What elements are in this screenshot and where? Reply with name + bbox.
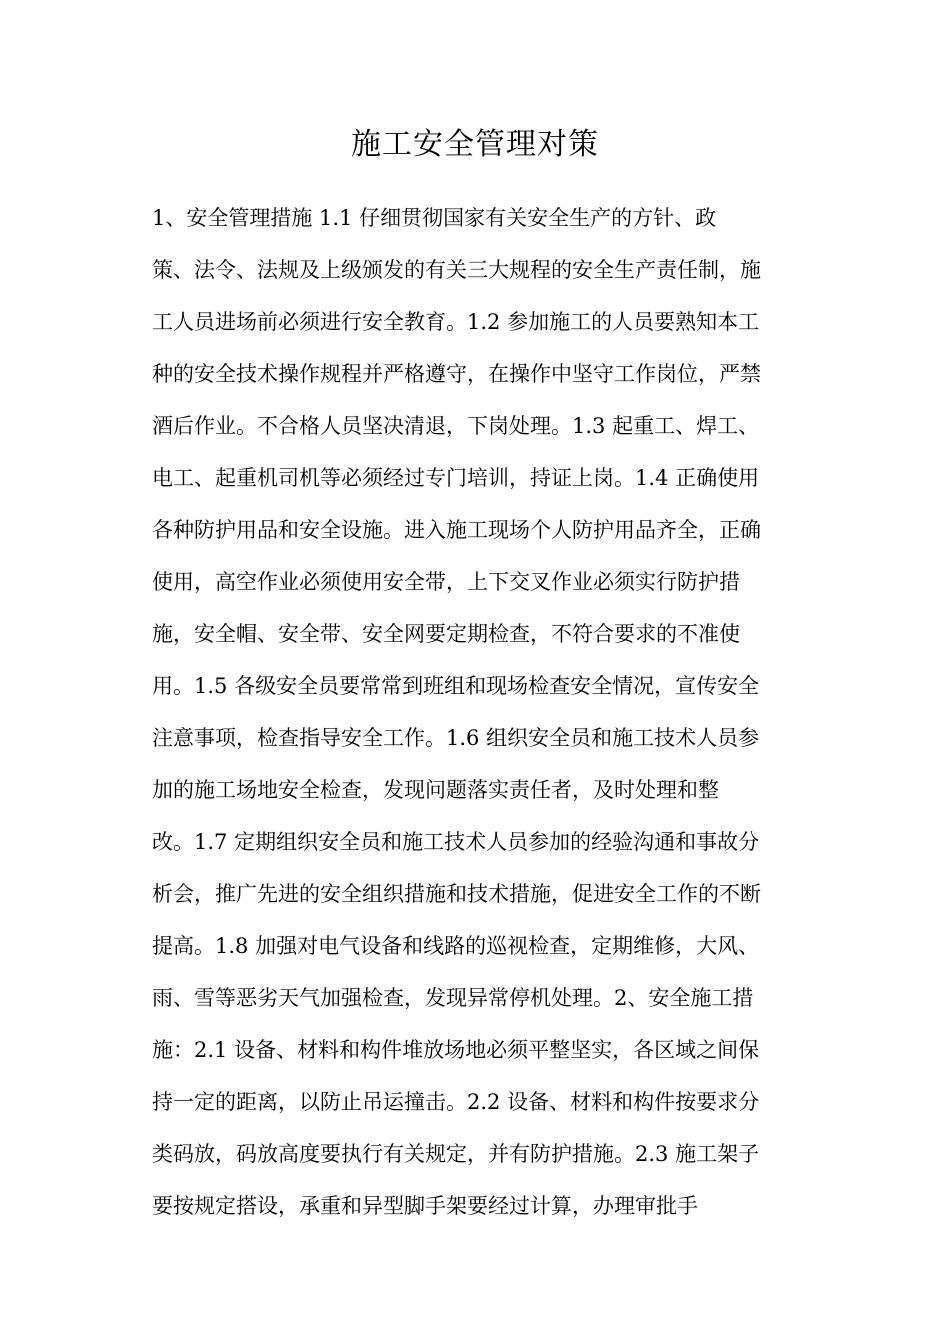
body-line: 析会，推广先进的安全组织措施和技术措施，促进安全工作的不断 xyxy=(152,882,761,906)
body-line: 改。1.7 定期组织安全员和施工技术人员参加的经验沟通和事故分 xyxy=(152,830,760,854)
body-line: 使用，高空作业必须使用安全带，上下交叉作业必须实行防护措 xyxy=(152,570,740,594)
body-line: 用。1.5 各级安全员要常常到班组和现场检查安全情况，宣传安全 xyxy=(152,674,760,698)
body-line: 类码放，码放高度要执行有关规定，并有防护措施。2.3 施工架子 xyxy=(152,1142,760,1166)
body-line: 种的安全技术操作规程并严格遵守，在操作中坚守工作岗位，严禁 xyxy=(152,362,761,386)
document-title: 施工安全管理对策 xyxy=(351,127,599,162)
body-line: 提高。1.8 加强对电气设备和线路的巡视检查，定期维修，大风、 xyxy=(152,934,760,958)
document-body xyxy=(152,192,802,1232)
body-line: 1、安全管理措施 1.1 仔细贯彻国家有关安全生产的方针、政 xyxy=(152,206,717,230)
body-line: 电工、起重机司机等必须经过专门培训，持证上岗。1.4 正确使用 xyxy=(152,466,760,490)
body-line: 注意事项，检查指导安全工作。1.6 组织安全员和施工技术人员参 xyxy=(152,726,760,750)
body-line: 持一定的距离，以防止吊运撞击。2.2 设备、材料和构件按要求分 xyxy=(152,1090,760,1114)
body-line: 工人员进场前必须进行安全教育。1.2 参加施工的人员要熟知本工 xyxy=(152,310,760,334)
body-line: 策、法令、法规及上级颁发的有关三大规程的安全生产责任制，施 xyxy=(152,258,761,282)
body-line: 要按规定搭设，承重和异型脚手架要经过计算，办理审批手 xyxy=(152,1194,698,1218)
body-line: 施：2.1 设备、材料和构件堆放场地必须平整坚实，各区域之间保 xyxy=(152,1038,760,1062)
body-line: 各种防护用品和安全设施。进入施工现场个人防护用品齐全，正确 xyxy=(152,518,761,542)
body-line: 酒后作业。不合格人员坚决清退，下岗处理。1.3 起重工、焊工、 xyxy=(152,414,760,438)
body-line: 雨、雪等恶劣天气加强检查，发现异常停机处理。2、安全施工措 xyxy=(152,986,754,1010)
body-line: 加的施工场地安全检查，发现问题落实责任者，及时处理和整 xyxy=(152,778,719,802)
body-line: 施，安全帽、安全带、安全网要定期检查，不符合要求的不准使 xyxy=(152,622,740,646)
